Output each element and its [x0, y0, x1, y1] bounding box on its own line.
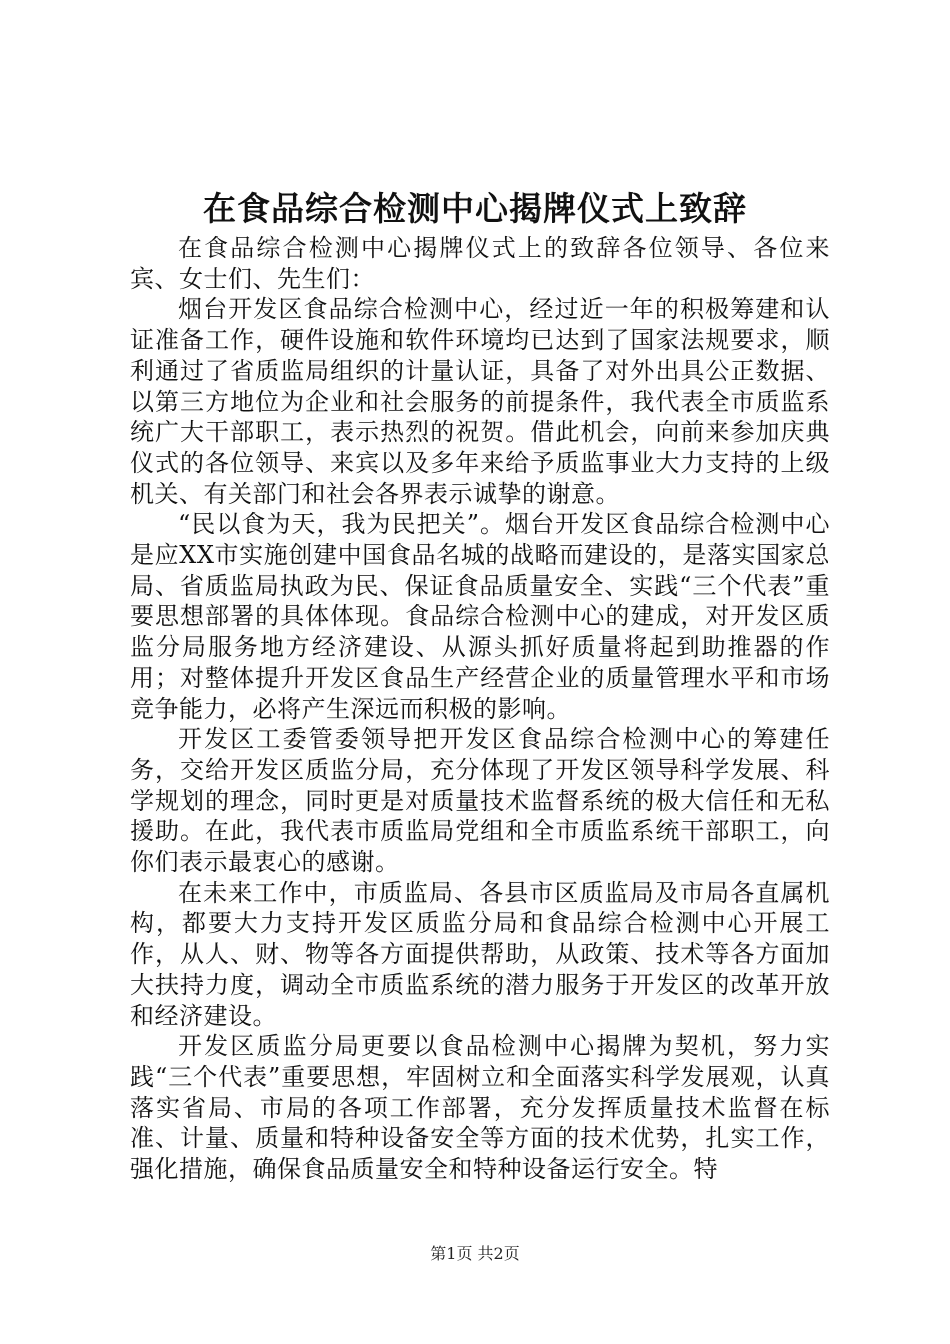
paragraph-food-safety: “民以食为天，我为民把关”。烟台开发区食品综合检测中心是应XX市实施创建中国食品名城的战略而建设的，是落实国家总局、省质监局执政为民、保证食品质量安全、实践“三个代表”重要思想部署的具体体现。食品综合检测中心的建成，对开发区质监分局服务地方经济建设、从源头抓好质量将起到助推器的作用；对整体提升开发区食品生产经营企业的质量管理水平和市场竞争能力，必将产生深远而积极的影响。: [130, 510, 830, 723]
paragraph-thanks: 开发区工委管委领导把开发区食品综合检测中心的筹建任务，交给开发区质监分局，充分体现了开发区领导科学发展、科学规划的理念，同时更是对质量技术监督系统的极大信任和无私援助。在此，我代表市质监局党组和全市质监系统干部职工，向你们表示最衷心的感谢。: [130, 725, 830, 877]
document-title: 在食品综合检测中心揭牌仪式上致辞: [203, 189, 747, 228]
document-body: [130, 233, 830, 1185]
paragraph-future-work: 在未来工作中，市质监局、各县市区质监局及市局各直属机构，都要大力支持开发区质监分局和食品综合检测中心开展工作，从人、财、物等各方面提供帮助，从政策、技术等各方面加大扶持力度，调动全市质监系统的潜力服务于开发区的改革开放和经济建设。: [130, 878, 830, 1030]
page-number-footer: 第1页 共2页: [430, 1244, 520, 1263]
paragraph-greeting: 在食品综合检测中心揭牌仪式上的致辞各位领导、各位来宾、女士们、先生们：: [130, 234, 830, 293]
paragraph-requirements: 开发区质监分局更要以食品检测中心揭牌为契机，努力实践“三个代表”重要思想，牢固树立和全面落实科学发展观，认真落实省局、市局的各项工作部署，充分发挥质量技术监督在标准、计量、质量和特种设备安全等方面的技术优势，扎实工作，强化措施，确保食品质量安全和特种设备运行安全。特: [130, 1032, 830, 1184]
paragraph-congratulations: 烟台开发区食品综合检测中心，经过近一年的积极筹建和认证准备工作，硬件设施和软件环境均已达到了国家法规要求，顺利通过了省质监局组织的计量认证，具备了对外出具公正数据、以第三方地位为企业和社会服务的前提条件，我代表全市质监系统广大干部职工，表示热烈的祝贺。借此机会，向前来参加庆典仪式的各位领导、来宾以及多年来给予质监事业大力支持的上级机关、有关部门和社会各界表示诚挚的谢意。: [130, 295, 830, 508]
